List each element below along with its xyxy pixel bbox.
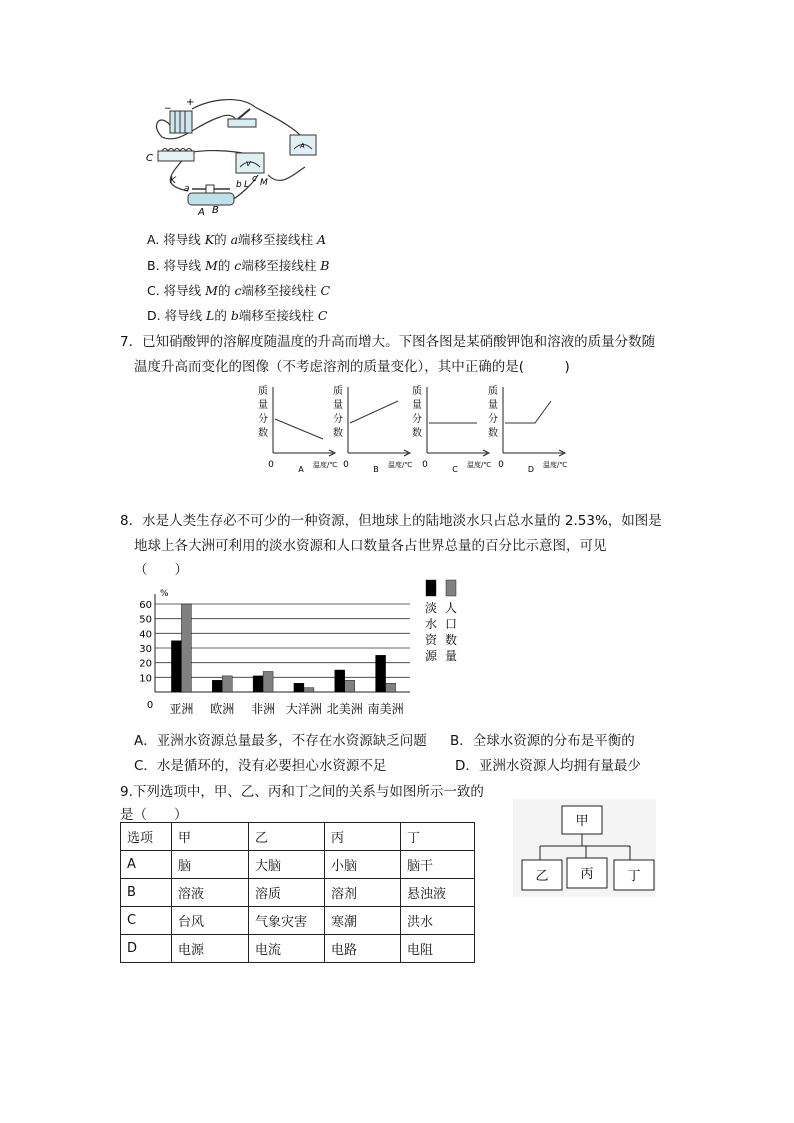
opt-var: A (317, 232, 327, 247)
bar-淡水资源 (253, 676, 263, 692)
q8-option-d: D．亚洲水资源人均拥有量最少 (455, 758, 641, 774)
table-cell: 溶液 (172, 879, 249, 907)
opt-var: M (205, 283, 218, 298)
y-tick-label: 50 (139, 614, 152, 626)
table-header-cell: 乙 (249, 823, 325, 851)
table-row (121, 935, 475, 963)
legend-char: 量 (444, 649, 458, 663)
wire-M (268, 167, 305, 180)
graph-ylabel-char: 数 (258, 428, 268, 439)
table-header-cell: 选项 (121, 823, 172, 851)
table-cell: 气象灾害 (249, 907, 325, 935)
q6-option-c (147, 281, 330, 299)
table-cell: B (121, 879, 172, 907)
opt-text: A. 将导线 (147, 232, 205, 247)
bar-人口数量 (345, 680, 355, 692)
q8-option-c: C．水是循环的，没有必要担心水资源不足 (134, 758, 387, 774)
graph-ylabel-char: 量 (333, 400, 343, 411)
legend-char: 口 (444, 617, 458, 631)
q7-graph (333, 384, 412, 474)
battery-icon (170, 111, 192, 133)
table-cell: 寒潮 (325, 907, 401, 935)
graph-xlabel: 温度/℃ (543, 461, 568, 469)
table-cell: 脑 (172, 851, 249, 879)
q8-bar-chart (130, 576, 470, 721)
node-right: 丁 (627, 869, 641, 884)
legend-swatch (426, 580, 436, 596)
bar-人口数量 (263, 671, 273, 692)
opt-var: b (230, 308, 239, 323)
q9-line2: 是（ ） (120, 807, 188, 823)
q7-line1: 7．已知硝酸钾的溶解度随温度的升高而增大。下图各图是某硝酸钾饱和溶液的质量分数随 (120, 334, 656, 350)
legend-char: 淡 (424, 601, 438, 615)
label-plus: + (186, 97, 195, 108)
label-V: V (246, 160, 251, 168)
q8-option-a: A．亚洲水资源总量最多，不存在水资源缺乏问题 (134, 733, 427, 749)
graph-ylabel-char: 量 (412, 400, 422, 411)
label-c: c (252, 174, 257, 184)
graph-ylabel-char: 数 (488, 428, 498, 439)
y-tick-label: 40 (139, 629, 152, 641)
table-row (121, 907, 475, 935)
label-A: A (198, 207, 205, 218)
table-header-row (121, 823, 475, 851)
bar-淡水资源 (212, 680, 222, 692)
table-cell: A (121, 851, 172, 879)
bar-人口数量 (304, 688, 314, 692)
graph-xlabel: 温度/℃ (313, 461, 338, 469)
table-cell: D (121, 935, 172, 963)
q6-option-d (147, 306, 327, 324)
table-cell: 脑干 (401, 851, 475, 879)
y-tick-label: 60 (139, 600, 152, 611)
graph-ylabel-char: 分 (488, 414, 498, 425)
bar-淡水资源 (335, 670, 345, 692)
q6-option-b (147, 256, 329, 274)
legend-char: 资 (424, 633, 438, 647)
label-b: b (236, 180, 242, 190)
q9-line1: 9.下列选项中，甲、乙、丙和丁之间的关系与如图所示一致的 (120, 784, 484, 800)
graph-origin: 0 (422, 460, 428, 470)
node-top: 甲 (575, 814, 589, 829)
graph-ylabel-char: 质 (258, 386, 268, 397)
graph-curve (350, 401, 398, 423)
x-tick-label: 欧洲 (210, 702, 235, 716)
graph-tag: B (373, 465, 379, 474)
x-tick-label: 亚洲 (169, 702, 194, 716)
coil-icon (158, 149, 194, 162)
graph-ylabel-char: 质 (333, 386, 343, 397)
opt-text: C. 将导线 (147, 283, 206, 298)
label-L: L (244, 180, 250, 190)
q7-graph (488, 384, 567, 474)
q7-graph (258, 384, 337, 474)
origin-label: 0 (146, 700, 154, 711)
opt-text: 的 (217, 283, 235, 298)
table-cell: 电阻 (401, 935, 475, 963)
table-cell: 小脑 (325, 851, 401, 879)
graph-ylabel-char: 质 (488, 386, 498, 397)
table-cell: 溶质 (249, 879, 325, 907)
graph-ylabel-char: 量 (488, 400, 498, 411)
opt-var: c (234, 283, 242, 298)
graph-origin: 0 (268, 460, 274, 470)
q7-graph (412, 384, 491, 474)
label-ammeter-A: A (300, 142, 305, 150)
graph-xlabel: 温度/℃ (467, 461, 492, 469)
opt-text: 的 (214, 232, 231, 247)
bar-淡水资源 (294, 683, 304, 692)
y-axis-unit: % (160, 589, 169, 599)
label-C: C (146, 153, 153, 164)
opt-text: 端移至接线柱 (241, 283, 321, 298)
table-cell: 电流 (249, 935, 325, 963)
table-cell: 电路 (325, 935, 401, 963)
opt-var: c (234, 258, 242, 273)
node-left: 乙 (535, 869, 549, 884)
table-row (121, 879, 475, 907)
opt-var: L (206, 308, 215, 323)
y-tick-label: 20 (139, 658, 152, 670)
opt-var: M (205, 258, 218, 273)
label-a: a (184, 184, 190, 194)
legend-char: 人 (444, 601, 458, 615)
q7-graphs (255, 383, 575, 475)
opt-text: D. 将导线 (147, 308, 207, 323)
table-cell: 悬浊液 (401, 879, 475, 907)
opt-var: a (230, 232, 239, 247)
opt-text: 端移至接线柱 (238, 308, 318, 323)
table-header-cell: 丙 (325, 823, 401, 851)
graph-ylabel-char: 数 (333, 428, 343, 439)
label-K: K (170, 176, 176, 186)
table-header-cell: 甲 (172, 823, 249, 851)
graph-tag: D (527, 465, 535, 474)
table-cell: 台风 (172, 907, 249, 935)
node-mid: 丙 (580, 867, 594, 882)
graph-ylabel-char: 量 (258, 400, 268, 411)
table-cell: C (121, 907, 172, 935)
bar-淡水资源 (171, 641, 181, 692)
graph-xlabel: 温度/℃ (388, 461, 413, 469)
q9-hierarchy-diagram (512, 798, 657, 898)
bar-人口数量 (222, 676, 232, 692)
graph-origin: 0 (498, 460, 504, 470)
opt-text: 的 (217, 258, 235, 273)
opt-text: B. 将导线 (147, 258, 205, 273)
opt-var: C (320, 283, 331, 298)
rheostat-icon (188, 185, 234, 205)
q8-line3: （ ） (134, 562, 188, 578)
table-cell: 电源 (172, 935, 249, 963)
switch-icon (228, 109, 256, 127)
legend-swatch (446, 580, 456, 596)
label-M: M (260, 178, 268, 188)
graph-curve (505, 401, 551, 423)
graph-ylabel-char: 分 (258, 414, 268, 425)
x-tick-label: 北美洲 (326, 702, 363, 716)
graph-ylabel-char: 质 (412, 386, 422, 397)
q7-line2: 温度升高而变化的图像（不考虑溶剂的质量变化），其中正确的是( ) (134, 359, 570, 375)
q9-table (120, 822, 475, 963)
table-cell: 洪水 (401, 907, 475, 935)
table-cell: 大脑 (249, 851, 325, 879)
graph-ylabel-char: 数 (412, 428, 422, 439)
circuit-figure (140, 95, 340, 225)
label-B: B (212, 205, 219, 216)
table-cell: 溶剂 (325, 879, 401, 907)
x-tick-label: 非洲 (251, 702, 276, 716)
opt-var: K (204, 232, 215, 247)
graph-ylabel-char: 分 (333, 414, 343, 425)
opt-var: C (317, 308, 328, 323)
q8-line1: 8．水是人类生存必不可少的一种资源，但地球上的陆地淡水只占总水量的 2.53%，如图是 (120, 513, 662, 529)
table-row (121, 851, 475, 879)
legend-char: 数 (444, 633, 458, 647)
y-tick-label: 30 (139, 644, 152, 655)
legend-char: 源 (424, 649, 438, 663)
y-tick-label: 10 (139, 673, 152, 685)
graph-tag: A (298, 465, 304, 474)
bar-人口数量 (386, 683, 396, 692)
table-header-cell: 丁 (401, 823, 475, 851)
graph-curve (275, 419, 323, 439)
q6-option-a (147, 230, 326, 248)
graph-tag: C (452, 465, 458, 474)
q8-option-b: B．全球水资源的分布是平衡的 (450, 733, 635, 749)
opt-text: 端移至接线柱 (238, 232, 318, 247)
opt-var: B (320, 258, 330, 273)
wire-battery-switch (157, 115, 236, 139)
opt-text: 的 (214, 308, 231, 323)
graph-ylabel-char: 分 (412, 414, 422, 425)
q8-line2: 地球上各大洲可利用的淡水资源和人口数量各占世界总量的百分比示意图，可见 (134, 538, 607, 554)
graph-origin: 0 (343, 460, 349, 470)
legend-char: 水 (424, 617, 438, 631)
label-minus: − (164, 104, 172, 114)
x-tick-label: 南美洲 (367, 702, 404, 716)
opt-text: 端移至接线柱 (241, 258, 321, 273)
bar-淡水资源 (376, 655, 386, 692)
x-tick-label: 大洋洲 (285, 702, 322, 716)
bar-人口数量 (181, 604, 191, 692)
